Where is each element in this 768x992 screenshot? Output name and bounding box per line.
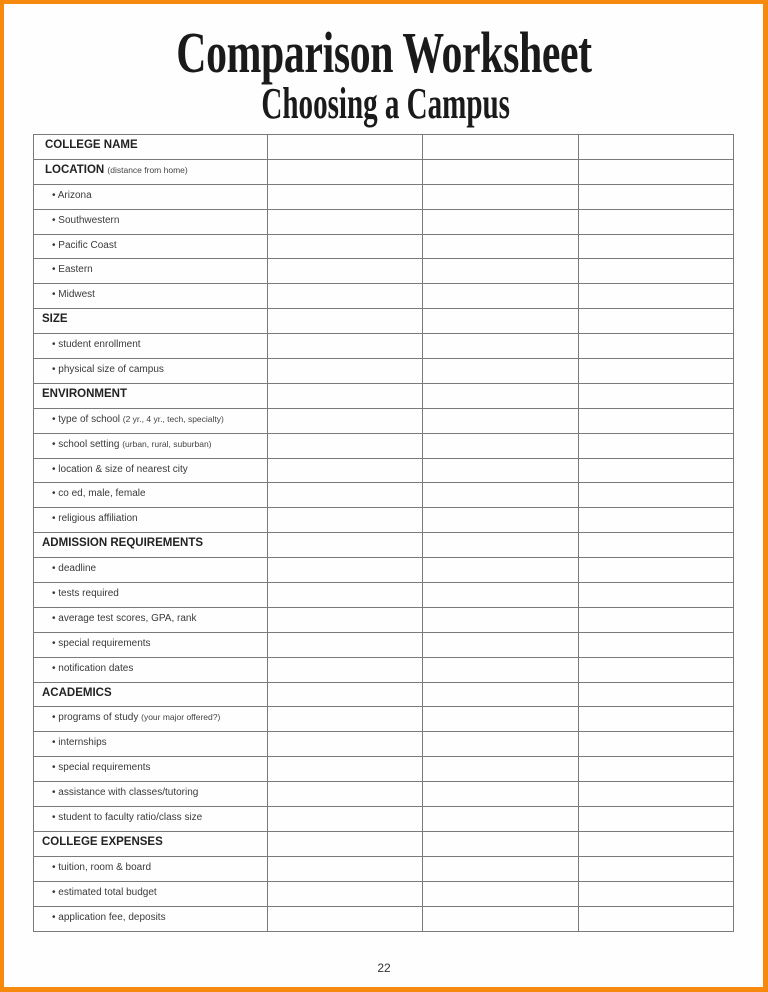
row-label-text: ADMISSION REQUIREMENTS <box>42 537 204 550</box>
row-label <box>34 284 267 300</box>
row-label-note: (urban, rural, suburban) <box>122 438 212 449</box>
row-label <box>34 633 267 649</box>
college-3-entry-cell[interactable] <box>578 483 733 508</box>
table-row-header <box>34 533 734 558</box>
college-2-entry-cell[interactable] <box>423 558 578 583</box>
row-label-text: • internships <box>52 737 107 749</box>
row-label-cell <box>34 533 268 558</box>
college-3-entry-cell[interactable] <box>578 433 733 458</box>
row-label-cell <box>34 284 268 309</box>
college-2-entry-cell[interactable] <box>423 433 578 458</box>
row-label <box>34 608 267 624</box>
page-number: 22 <box>377 961 391 975</box>
college-2-entry-cell[interactable] <box>423 657 578 682</box>
college-1-entry-cell[interactable] <box>268 657 423 682</box>
row-label-text: • Southwestern <box>52 214 120 226</box>
college-3-entry-cell[interactable] <box>578 682 733 707</box>
row-label-cell <box>34 607 268 632</box>
row-label-text: • average test scores, GPA, rank <box>52 612 197 624</box>
row-label <box>34 807 267 823</box>
row-label-cell <box>34 184 268 209</box>
row-label-cell <box>34 558 268 583</box>
college-1-entry-cell[interactable] <box>268 209 423 234</box>
row-label <box>34 782 267 798</box>
college-2-entry-cell[interactable] <box>423 309 578 334</box>
college-2-entry-cell[interactable] <box>423 856 578 881</box>
row-label-cell <box>34 782 268 807</box>
row-label <box>34 135 267 151</box>
college-2-entry-cell[interactable] <box>423 284 578 309</box>
row-label-cell <box>34 856 268 881</box>
college-3-entry-cell[interactable] <box>578 383 733 408</box>
row-label <box>34 384 267 400</box>
row-label-text: • co ed, male, female <box>52 488 146 500</box>
college-1-entry-cell[interactable] <box>268 533 423 558</box>
college-1-entry-cell[interactable] <box>268 309 423 334</box>
row-label <box>34 434 267 450</box>
college-3-entry-cell[interactable] <box>578 184 733 209</box>
table-row-header <box>34 682 734 707</box>
college-1-entry-cell[interactable] <box>268 732 423 757</box>
college-3-entry-cell[interactable] <box>578 135 733 160</box>
table-row-item <box>34 732 734 757</box>
college-1-entry-cell[interactable] <box>268 782 423 807</box>
college-1-entry-cell[interactable] <box>268 807 423 832</box>
college-2-entry-cell[interactable] <box>423 458 578 483</box>
college-3-entry-cell[interactable] <box>578 831 733 856</box>
college-1-entry-cell[interactable] <box>268 757 423 782</box>
row-label-cell <box>34 159 268 184</box>
row-label-text: • student enrollment <box>52 339 141 351</box>
row-label-text: • assistance with classes/tutoring <box>52 787 199 799</box>
row-label-text: • special requirements <box>52 637 151 649</box>
table-row-item <box>34 184 734 209</box>
row-label <box>34 508 267 524</box>
row-label-text: • estimated total budget <box>52 886 157 898</box>
college-2-entry-cell[interactable] <box>423 135 578 160</box>
row-label-cell <box>34 259 268 284</box>
table-row-item <box>34 657 734 682</box>
row-label <box>34 235 267 251</box>
row-label <box>34 707 267 723</box>
college-3-entry-cell[interactable] <box>578 234 733 259</box>
table-row-item <box>34 508 734 533</box>
table-row-item <box>34 856 734 881</box>
table-row-item <box>34 807 734 832</box>
college-2-entry-cell[interactable] <box>423 732 578 757</box>
college-2-entry-cell[interactable] <box>423 533 578 558</box>
row-label <box>34 210 267 226</box>
college-3-entry-cell[interactable] <box>578 881 733 906</box>
college-1-entry-cell[interactable] <box>268 508 423 533</box>
row-label-text: • location & size of nearest city <box>52 463 188 475</box>
college-2-entry-cell[interactable] <box>423 383 578 408</box>
row-label <box>34 359 267 375</box>
college-2-entry-cell[interactable] <box>423 607 578 632</box>
table-row-item <box>34 583 734 608</box>
college-2-entry-cell[interactable] <box>423 881 578 906</box>
row-label-cell <box>34 234 268 259</box>
row-label-cell <box>34 433 268 458</box>
college-3-entry-cell[interactable] <box>578 458 733 483</box>
college-1-entry-cell[interactable] <box>268 558 423 583</box>
college-2-entry-cell[interactable] <box>423 682 578 707</box>
table-row-item <box>34 408 734 433</box>
college-3-entry-cell[interactable] <box>578 906 733 931</box>
comparison-table <box>33 134 734 932</box>
row-label-note: (2 yr., 4 yr., tech, specialty) <box>122 413 224 424</box>
table-row-header <box>34 831 734 856</box>
table-row-item <box>34 483 734 508</box>
college-3-entry-cell[interactable] <box>578 583 733 608</box>
row-label-cell <box>34 881 268 906</box>
page-subtitle: Choosing a Campus <box>261 79 510 128</box>
table-row-item <box>34 881 734 906</box>
row-label-cell <box>34 632 268 657</box>
table-row-item <box>34 359 734 384</box>
row-label-text: • Arizona <box>52 189 92 201</box>
row-label-cell <box>34 383 268 408</box>
college-2-entry-cell[interactable] <box>423 782 578 807</box>
table-row-item <box>34 433 734 458</box>
row-label-text: • Eastern <box>52 264 93 276</box>
table-row-item <box>34 234 734 259</box>
college-3-entry-cell[interactable] <box>578 259 733 284</box>
college-2-entry-cell[interactable] <box>423 508 578 533</box>
row-label <box>34 558 267 574</box>
table-row-item <box>34 458 734 483</box>
row-label-text: COLLEGE EXPENSES <box>42 835 163 848</box>
row-label-text: • programs of study <box>52 712 139 724</box>
row-label-cell <box>34 583 268 608</box>
row-label <box>34 683 267 699</box>
table-row-item <box>34 757 734 782</box>
college-2-entry-cell[interactable] <box>423 483 578 508</box>
college-1-entry-cell[interactable] <box>268 458 423 483</box>
table-row-item <box>34 607 734 632</box>
row-label-cell <box>34 135 268 160</box>
college-1-entry-cell[interactable] <box>268 259 423 284</box>
row-label <box>34 160 267 176</box>
row-label-text: • student to faculty ratio/class size <box>52 812 203 824</box>
college-3-entry-cell[interactable] <box>578 782 733 807</box>
college-2-entry-cell[interactable] <box>423 184 578 209</box>
row-label-text: • type of school <box>52 413 120 425</box>
row-label <box>34 857 267 873</box>
table-row-header <box>34 135 734 160</box>
college-3-entry-cell[interactable] <box>578 309 733 334</box>
college-1-entry-cell[interactable] <box>268 135 423 160</box>
table-row-header <box>34 159 734 184</box>
college-3-entry-cell[interactable] <box>578 209 733 234</box>
college-1-entry-cell[interactable] <box>268 408 423 433</box>
row-label-cell <box>34 757 268 782</box>
college-1-entry-cell[interactable] <box>268 707 423 732</box>
college-3-entry-cell[interactable] <box>578 558 733 583</box>
college-3-entry-cell[interactable] <box>578 757 733 782</box>
college-1-entry-cell[interactable] <box>268 359 423 384</box>
row-label-text: • deadline <box>52 563 97 575</box>
table-row-item <box>34 259 734 284</box>
college-2-entry-cell[interactable] <box>423 259 578 284</box>
college-1-entry-cell[interactable] <box>268 234 423 259</box>
row-label-cell <box>34 831 268 856</box>
college-1-entry-cell[interactable] <box>268 383 423 408</box>
row-label-text: LOCATION <box>45 163 105 176</box>
college-2-entry-cell[interactable] <box>423 632 578 657</box>
college-1-entry-cell[interactable] <box>268 856 423 881</box>
row-label-text: • school setting <box>52 438 120 450</box>
college-2-entry-cell[interactable] <box>423 159 578 184</box>
college-3-entry-cell[interactable] <box>578 632 733 657</box>
college-3-entry-cell[interactable] <box>578 408 733 433</box>
college-2-entry-cell[interactable] <box>423 234 578 259</box>
college-1-entry-cell[interactable] <box>268 483 423 508</box>
college-3-entry-cell[interactable] <box>578 359 733 384</box>
college-3-entry-cell[interactable] <box>578 334 733 359</box>
college-2-entry-cell[interactable] <box>423 359 578 384</box>
college-1-entry-cell[interactable] <box>268 184 423 209</box>
college-1-entry-cell[interactable] <box>268 334 423 359</box>
table-row-item <box>34 632 734 657</box>
row-label-cell <box>34 359 268 384</box>
row-label <box>34 459 267 475</box>
row-label-text: • notification dates <box>52 662 134 674</box>
college-2-entry-cell[interactable] <box>423 906 578 931</box>
row-label <box>34 334 267 350</box>
row-label <box>34 309 267 325</box>
row-label-text: • tuition, room & board <box>52 861 152 873</box>
row-label-cell <box>34 408 268 433</box>
row-label-cell <box>34 458 268 483</box>
row-label-text: • Midwest <box>52 289 95 301</box>
college-2-entry-cell[interactable] <box>423 209 578 234</box>
college-2-entry-cell[interactable] <box>423 831 578 856</box>
row-label-cell <box>34 732 268 757</box>
college-1-entry-cell[interactable] <box>268 881 423 906</box>
college-3-entry-cell[interactable] <box>578 284 733 309</box>
college-2-entry-cell[interactable] <box>423 334 578 359</box>
row-label <box>34 658 267 674</box>
page-title: Comparison Worksheet <box>176 20 592 85</box>
row-label-cell <box>34 807 268 832</box>
row-label-text: SIZE <box>42 313 68 326</box>
college-3-entry-cell[interactable] <box>578 533 733 558</box>
row-label-note: (distance from home) <box>107 164 188 175</box>
row-label-text: • application fee, deposits <box>52 911 166 923</box>
table-row-item <box>34 906 734 931</box>
row-label-text: • tests required <box>52 588 119 600</box>
row-label <box>34 483 267 499</box>
college-3-entry-cell[interactable] <box>578 856 733 881</box>
table-row-item <box>34 782 734 807</box>
row-label-text: • special requirements <box>52 762 151 774</box>
college-1-entry-cell[interactable] <box>268 159 423 184</box>
college-1-entry-cell[interactable] <box>268 632 423 657</box>
row-label-cell <box>34 707 268 732</box>
college-1-entry-cell[interactable] <box>268 906 423 931</box>
row-label <box>34 259 267 275</box>
row-label-text: ENVIRONMENT <box>42 387 127 400</box>
college-1-entry-cell[interactable] <box>268 682 423 707</box>
row-label <box>34 533 267 549</box>
college-3-entry-cell[interactable] <box>578 508 733 533</box>
college-1-entry-cell[interactable] <box>268 284 423 309</box>
row-label-text: ACADEMICS <box>42 686 112 699</box>
college-1-entry-cell[interactable] <box>268 433 423 458</box>
college-2-entry-cell[interactable] <box>423 583 578 608</box>
college-3-entry-cell[interactable] <box>578 807 733 832</box>
table-row-header <box>34 383 734 408</box>
row-label <box>34 583 267 599</box>
row-label-cell <box>34 334 268 359</box>
college-2-entry-cell[interactable] <box>423 807 578 832</box>
table-row-item <box>34 334 734 359</box>
row-label <box>34 185 267 201</box>
table-row-item <box>34 284 734 309</box>
row-label-cell <box>34 508 268 533</box>
table-row-header <box>34 309 734 334</box>
college-3-entry-cell[interactable] <box>578 159 733 184</box>
row-label-cell <box>34 657 268 682</box>
table-row-item <box>34 209 734 234</box>
row-label-text: • Pacific Coast <box>52 239 117 251</box>
college-3-entry-cell[interactable] <box>578 657 733 682</box>
college-3-entry-cell[interactable] <box>578 707 733 732</box>
college-3-entry-cell[interactable] <box>578 732 733 757</box>
row-label <box>34 757 267 773</box>
row-label-text: • physical size of campus <box>52 364 164 376</box>
college-1-entry-cell[interactable] <box>268 607 423 632</box>
row-label <box>34 409 267 425</box>
college-3-entry-cell[interactable] <box>578 607 733 632</box>
row-label-cell <box>34 483 268 508</box>
row-label <box>34 732 267 748</box>
row-label-cell <box>34 682 268 707</box>
row-label-note: (your major offered?) <box>141 712 221 723</box>
college-1-entry-cell[interactable] <box>268 831 423 856</box>
row-label-cell <box>34 906 268 931</box>
row-label-cell <box>34 209 268 234</box>
table-row-item <box>34 558 734 583</box>
row-label-cell <box>34 309 268 334</box>
row-label <box>34 907 267 923</box>
college-2-entry-cell[interactable] <box>423 408 578 433</box>
college-2-entry-cell[interactable] <box>423 757 578 782</box>
row-label-text: COLLEGE NAME <box>45 139 138 151</box>
college-1-entry-cell[interactable] <box>268 583 423 608</box>
college-2-entry-cell[interactable] <box>423 707 578 732</box>
row-label <box>34 832 267 848</box>
row-label <box>34 882 267 898</box>
row-label-text: • religious affiliation <box>52 513 138 525</box>
table-row-item <box>34 707 734 732</box>
